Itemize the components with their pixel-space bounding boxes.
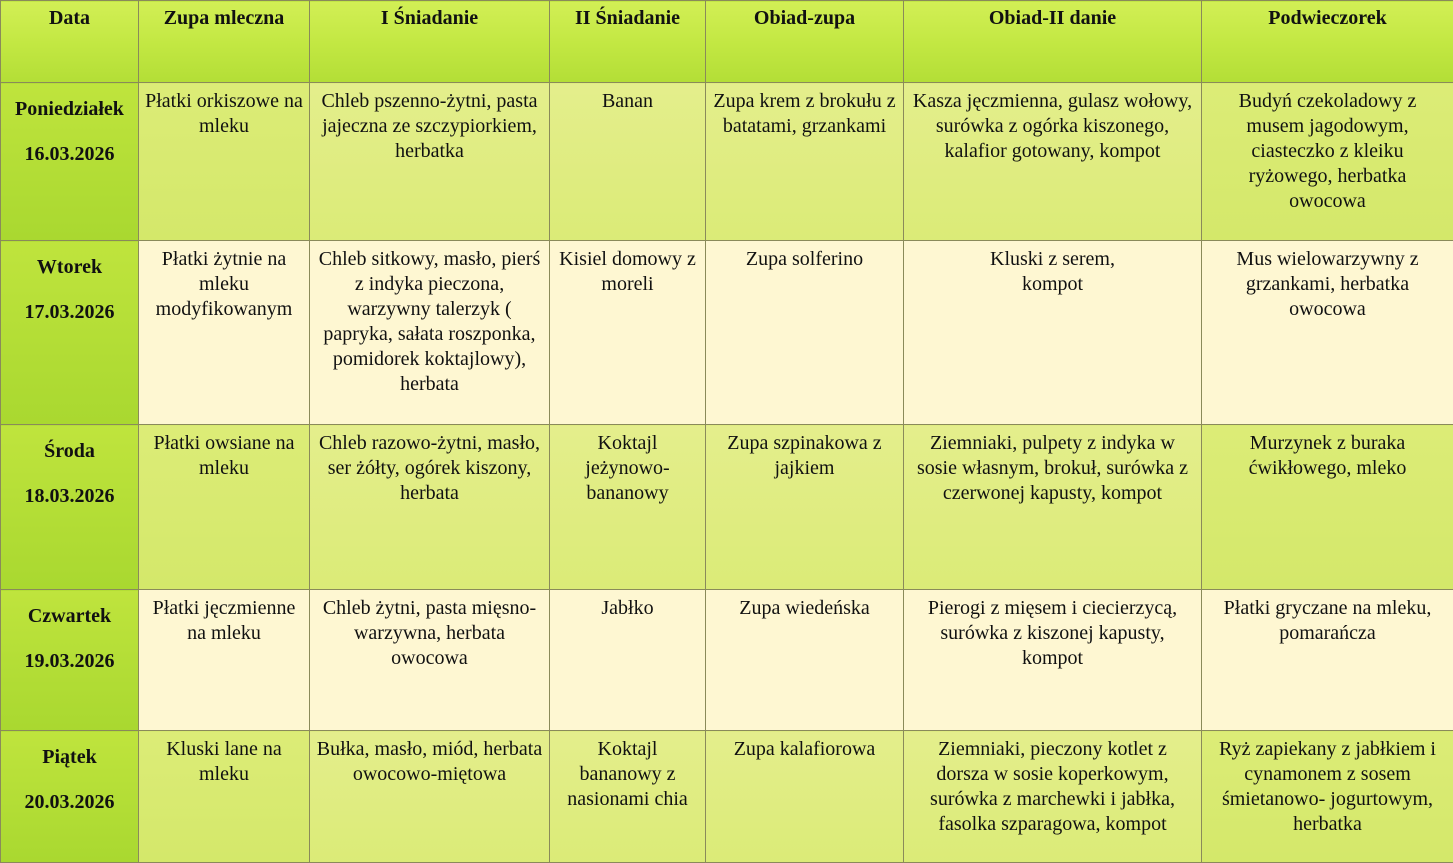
day-date: 19.03.2026 xyxy=(7,649,132,674)
date-cell xyxy=(1,425,139,590)
table-row xyxy=(1,241,1453,425)
meal-afternoon-snack: Murzynek z buraka ćwikłowego, mleko xyxy=(1202,425,1453,590)
day-date: 20.03.2026 xyxy=(7,790,132,815)
meal-lunch-main: Pierogi z mięsem i ciecierzycą, surówka z kiszonej kapusty, kompot xyxy=(904,590,1202,731)
table-row xyxy=(1,731,1453,863)
meal-first-breakfast: Chleb pszenno-żytni, pasta jajeczna ze szczypiorkiem, herbatka xyxy=(310,83,550,241)
meal-milk-soup: Płatki owsiane na mleku xyxy=(139,425,310,590)
meal-milk-soup: Kluski lane na mleku xyxy=(139,731,310,863)
day-date: 18.03.2026 xyxy=(7,484,132,509)
meal-afternoon-snack: Mus wielowarzywny z grzankami, herbatka owocowa xyxy=(1202,241,1453,425)
table-row xyxy=(1,425,1453,590)
header-second-breakfast: II Śniadanie xyxy=(550,1,706,83)
header-date: Data xyxy=(1,1,139,83)
header-lunch-main: Obiad-II danie xyxy=(904,1,1202,83)
meal-first-breakfast: Chleb żytni, pasta mięsno-warzywna, herbata owocowa xyxy=(310,590,550,731)
meal-milk-soup: Płatki jęczmienne na mleku xyxy=(139,590,310,731)
meal-first-breakfast: Chleb sitkowy, masło, pierś z indyka pieczona, warzywny talerzyk ( papryka, sałata roszponka, pomidorek koktajlowy), herbata xyxy=(310,241,550,425)
meal-lunch-soup: Zupa krem z brokułu z batatami, grzankami xyxy=(706,83,904,241)
table-row xyxy=(1,590,1453,731)
meal-lunch-main: Ziemniaki, pieczony kotlet z dorsza w sosie koperkowym, surówka z marchewki i jabłka, fasolka szparagowa, kompot xyxy=(904,731,1202,863)
meal-second-breakfast: Banan xyxy=(550,83,706,241)
meal-lunch-main: Kluski z serem, kompot xyxy=(904,241,1202,425)
meal-second-breakfast: Koktajl jeżynowo-bananowy xyxy=(550,425,706,590)
date-cell xyxy=(1,83,139,241)
meal-lunch-soup: Zupa wiedeńska xyxy=(706,590,904,731)
meal-second-breakfast: Koktajl bananowy z nasionami chia xyxy=(550,731,706,863)
meal-afternoon-snack: Ryż zapiekany z jabłkiem i cynamonem z sosem śmietanowo- jogurtowym, herbatka xyxy=(1202,731,1453,863)
header-afternoon-snack: Podwieczorek xyxy=(1202,1,1453,83)
meal-milk-soup: Płatki orkiszowe na mleku xyxy=(139,83,310,241)
meal-lunch-main: Ziemniaki, pulpety z indyka w sosie własnym, brokuł, surówka z czerwonej kapusty, kompot xyxy=(904,425,1202,590)
meal-lunch-main: Kasza jęczmienna, gulasz wołowy, surówka z ogórka kiszonego, kalafior gotowany, kompot xyxy=(904,83,1202,241)
day-date: 16.03.2026 xyxy=(7,142,132,167)
meal-second-breakfast: Jabłko xyxy=(550,590,706,731)
day-name: Czwartek xyxy=(7,604,132,629)
meal-milk-soup: Płatki żytnie na mleku modyfikowanym xyxy=(139,241,310,425)
day-name: Wtorek xyxy=(7,255,132,280)
table-row xyxy=(1,83,1453,241)
meal-second-breakfast: Kisiel domowy z moreli xyxy=(550,241,706,425)
meal-lunch-soup: Zupa kalafiorowa xyxy=(706,731,904,863)
day-name: Środa xyxy=(7,439,132,464)
meal-first-breakfast: Bułka, masło, miód, herbata owocowo-miętowa xyxy=(310,731,550,863)
meal-first-breakfast: Chleb razowo-żytni, masło, ser żółty, ogórek kiszony, herbata xyxy=(310,425,550,590)
date-cell xyxy=(1,241,139,425)
day-name: Piątek xyxy=(7,745,132,770)
header-row xyxy=(1,1,1453,83)
meal-afternoon-snack: Budyń czekoladowy z musem jagodowym, ciasteczko z kleiku ryżowego, herbatka owocowa xyxy=(1202,83,1453,241)
meal-afternoon-snack: Płatki gryczane na mleku, pomarańcza xyxy=(1202,590,1453,731)
header-first-breakfast: I Śniadanie xyxy=(310,1,550,83)
day-name: Poniedziałek xyxy=(7,97,132,122)
header-lunch-soup: Obiad-zupa xyxy=(706,1,904,83)
day-date: 17.03.2026 xyxy=(7,300,132,325)
date-cell xyxy=(1,590,139,731)
date-cell xyxy=(1,731,139,863)
meal-lunch-soup: Zupa solferino xyxy=(706,241,904,425)
header-milk-soup: Zupa mleczna xyxy=(139,1,310,83)
meal-lunch-soup: Zupa szpinakowa z jajkiem xyxy=(706,425,904,590)
